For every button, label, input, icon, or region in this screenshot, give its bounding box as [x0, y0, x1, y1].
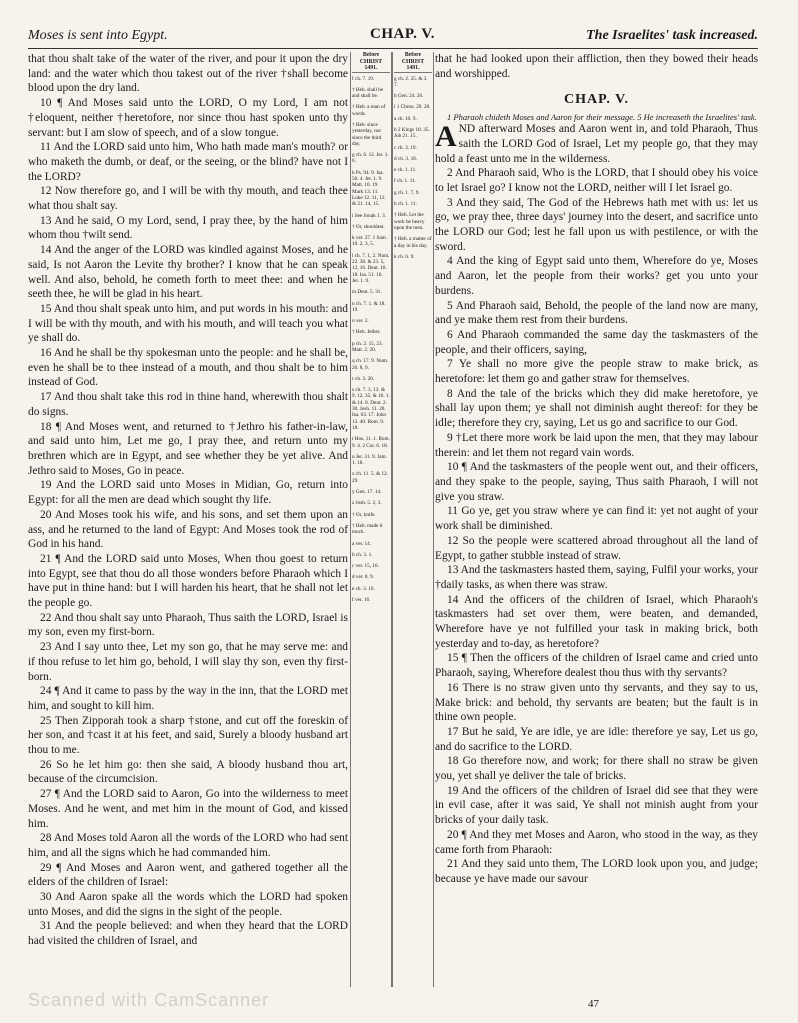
margin-reference: † Heb. a matter of a day in his day. [394, 236, 432, 249]
verse: 10 ¶ And the taskmasters of the people went out, and their officers, and they spake to the people, saying, Thus saith Pharaoh, I will not give you straw. [435, 461, 758, 503]
verse: 3 And they said, The God of the Hebrews hath met with us: let us go, we pray thee, three days' journey into the desert, and sacrifice unto the LORD our God; lest he fall upon us with pestilence, or with the sword. [435, 196, 758, 253]
verse: 4 And the king of Egypt said unto them, Wherefore do ye, Moses and Aaron, let the people from their works? get you unto your burdens. [435, 255, 758, 297]
verse: 10 ¶ And Moses said unto the LORD, O my Lord, I am not †eloquent, neither †heretofore, nor since thou hast spoken unto thy servant: but I am slow of speech, and of a slow tongue. [28, 97, 348, 139]
verse: 21 ¶ And the LORD said unto Moses, When thou goest to return into Egypt, see that thou do all those wonders before Pharaoh which I have put in thine hand: but I will harden his heart, that he shall not let the people go. [28, 552, 348, 610]
margin-reference: f ch. 1. 11. [394, 178, 416, 185]
margin-reference: a ver. 14. [352, 540, 372, 547]
verse: 19 And the officers of the children of Israel did see that they were in evil case, after it was said, Ye shall not minish aught from your bricks of your daily task. [435, 784, 758, 827]
verse: 17 And thou shalt take this rod in thine hand, wherewith thou shalt do signs. [28, 391, 348, 418]
verse: 5 And Pharaoh said, Behold, the people of the land now are many, and ye make them rest from their burdens. [435, 299, 758, 327]
margin-reference: g ch. 1. 7, 9. [394, 189, 420, 196]
verse: 11 Go ye, get you straw where ye can find it: yet not aught of your work shall be diminished. [435, 505, 758, 533]
chapter-title: CHAP. V. [564, 92, 629, 108]
right-column [435, 52, 758, 987]
verse: 18 ¶ And Moses went, and returned to †Jethro his father-in-law, and said unto him, Let me go, I pray thee, and return unto my brethren which are in Egypt, and see whether they be yet alive. And Jethro said to Moses, Go in peace. [28, 420, 348, 477]
margin-reference: p ch. 2. 15, 23. Matt. 2. 20. [352, 340, 383, 353]
chapter-summary: 1 Pharaoh chideth Moses and Aaron for their message. 5 He increaseth the Israelites' task. [447, 112, 757, 123]
verse: 27 ¶ And the LORD said to Aaron, Go into the wilderness to meet Moses. And he went, and met him in the mount of God, and kissed him. [28, 788, 348, 830]
margin-reference: c ver. 15, 16. [352, 563, 379, 570]
verse: 21 And they said unto them, The LORD look upon you, and judge; because ye have made our savour [435, 858, 758, 885]
verse: 17 But he said, Ye are idle, ye are idle: therefore ye say, Let us go, and do sacrifice to the LORD. [435, 725, 758, 753]
drop-cap: A [435, 120, 457, 154]
margin-reference: † Or, shouldest. [352, 223, 385, 230]
margin-reference: † Heb. Jether. [352, 329, 381, 336]
verse: 15 ¶ Then the officers of the children of Israel came and cried unto Pharaoh, saying, Wherefore dealest thou thus with thy servants? [435, 652, 758, 680]
verse: that thou shalt take of the water of the river, and pour it upon the dry land: and the water which thou takest out of the river †shall become blood upon the dry land. [28, 53, 348, 95]
margin-reference: z Josh. 5. 2, 3. [352, 500, 382, 507]
margin-reference: h Ps. 94. 9. Isa. 50. 4. Jer. 1. 9. Matt. 10. 19. Mark 13. 11. Luke 12. 11, 12. & 21. 14, 15. [352, 169, 386, 208]
margin-reference: q ch. 17. 9. Num. 20. 8, 9. [352, 358, 389, 371]
margin-reference: u Jer. 31. 9. Jam. 1. 18. [352, 453, 387, 467]
margin-reference: r ch. 3. 20. [352, 375, 375, 382]
header-left: Moses is sent into Egypt. [28, 28, 168, 43]
verse: 22 And thou shalt say unto Pharaoh, Thus saith the LORD, Israel is my son, even my first-born. [28, 611, 348, 639]
verse: 12 Now therefore go, and I will be with thy mouth, and teach thee what thou shalt say. [28, 185, 348, 213]
margin-reference: † Or, knife. [352, 511, 376, 518]
verse: 13 And the taskmasters hasted them, saying, Fulfil your works, your †daily tasks, as when there was straw. [435, 564, 758, 591]
center-margin-notes-left [350, 52, 392, 987]
margin-reference: b ch. 3. 1. [352, 551, 373, 558]
verse: 15 And thou shalt speak unto him, and put words in his mouth: and I will be with thy mouth, and with his mouth, and will teach you what ye shall do. [28, 302, 348, 345]
margin-reference: n ch. 7. 1. & 18. 19. [352, 300, 386, 313]
verse: 9 †Let there more work be laid upon the men, that they may labour therein: and let them not regard vain words. [435, 431, 758, 459]
verse: 31 And the people believed: and when they heard that the LORD had visited the children of Israel, and [28, 920, 348, 948]
verse: 8 And the tale of the bricks which they did make heretofore, ye shall lay upon them; ye shall not diminish aught thereof: for they be idle; therefore they cry, saying, Let us go and sacrifice to our God. [435, 387, 758, 430]
chapter-continuation: that he had looked upon their affliction, then they bowed their heads and worshipped. [435, 53, 758, 80]
margin-reference: f ch. 7. 19. [352, 75, 375, 82]
margin-reference: k ver. 27. 1 Sam. 10. 2, 3, 5. [352, 235, 388, 248]
verse: 16 And he shall be thy spokesman unto the people: and he shall be, even he shall be to thee instead of a mouth, and thou shalt be to him instead of God. [28, 347, 348, 389]
margin-reference: g ch. 2. 25. & 3. 7. [394, 75, 428, 88]
verse: 7 Ye shall no more give the people straw to make brick, as heretofore: let them go and gather straw for themselves. [435, 358, 758, 386]
margin-reference: i See Jonah 1. 3. [352, 212, 387, 219]
verse: 6 And Pharaoh commanded the same day the taskmasters of the people, and their officers, saying, [435, 328, 758, 356]
verse: 11 And the LORD said unto him, Who hath made man's mouth? or who maketh the dumb, or deaf, or the seeing, or the blind? have not I the LORD? [28, 141, 348, 183]
margin-date-label: Before CHRIST 1491. [352, 52, 390, 73]
margin-reference: x ch. 11. 5. & 12. 29. [352, 471, 388, 484]
verse: 14 And the officers of the children of Israel, which Pharaoh's taskmasters had set over them, were beaten, and demanded, Wherefore have ye not fulfilled your task in making brick, both yesterday and to-day, as heretofore? [435, 593, 758, 650]
margin-reference: y Gen. 17. 14. [352, 489, 382, 496]
verse: ND afterward Moses and Aaron went in, and told Pharaoh, Thus saith the LORD God of Israel, Let my people go, that they may hold a feast unto me in the wilderness. [435, 123, 758, 165]
margin-reference: † Heb. made it touch. [352, 522, 383, 536]
verse: 16 There is no straw given unto thy servants, and they say to us, Make brick: and behold, thy servants are beaten; but the fault is in thine own people. [435, 681, 758, 724]
margin-reference: o ver. 2. [352, 318, 369, 325]
left-column [28, 52, 348, 987]
verse: 20 And Moses took his wife, and his sons, and set them upon an ass, and he returned to the land of Egypt: And Moses took the rod of God in his hand. [28, 508, 348, 551]
header-chapter: CHAP. V. [370, 26, 435, 42]
margin-reference: l ch. 7. 1, 2. Num. 22. 38. & 23. 5, 12, 16. Deut. 18. 18. Isa. 51. 16. Jer. 1. 9. [352, 252, 390, 284]
verse: 20 ¶ And they met Moses and Aaron, who stood in the way, as they came forth from Pharaoh: [435, 828, 758, 856]
margin-reference: † Heb. a man of words. [352, 104, 386, 117]
margin-reference: f ver. 16. [352, 597, 371, 604]
margin-reference: t Hos. 11. 1. Rom. 9. 4. 2 Cor. 6. 18. [352, 436, 390, 449]
margin-reference: k ch. 6. 9. [394, 253, 415, 260]
page-number: 47 [588, 998, 599, 1010]
margin-reference: d ch. 3. 18. [394, 155, 418, 162]
verse: 25 Then Zipporah took a sharp †stone, and cut off the foreskin of her son, and †cast it at his feet, and said, Surely a bloody husband art thou to me. [28, 714, 348, 757]
verse: 29 ¶ And Moses and Aaron went, and gathered together all the elders of the children of Israel: [28, 861, 348, 889]
verse: 12 So the people were scattered abroad throughout all the land of Egypt, to gather stubble instead of straw. [435, 534, 758, 562]
margin-reference: e ch. 1. 11. [394, 167, 417, 174]
margin-reference: h Gen. 24. 26. [394, 93, 424, 100]
margin-reference: b 2 Kings 18. 35. Job 21. 15. [394, 126, 430, 140]
margin-reference: d ver. 8, 9. [352, 574, 374, 581]
margin-reference: a ch. 10. 9. [394, 115, 417, 122]
margin-reference: e ch. 3. 16. [352, 585, 375, 592]
verse: 18 Go therefore now, and work; for there shall no straw be given you, yet shall ye deliver the tale of bricks. [435, 755, 758, 783]
margin-reference: i 1 Chron. 29. 20. [394, 104, 431, 111]
running-header [28, 26, 758, 49]
header-right: The Israelites' task increased. [586, 28, 758, 43]
margin-date-label: Before CHRIST 1491. [394, 52, 432, 73]
verse: 19 And the LORD said unto Moses in Midian, Go, return into Egypt: for all the men are dead which sought thy life. [28, 479, 348, 507]
verse: 24 ¶ And it came to pass by the way in the inn, that the LORD met him, and sought to kill him. [28, 685, 348, 712]
verse: 13 And he said, O my Lord, send, I pray thee, by the hand of him whom thou †wilt send. [28, 214, 348, 242]
margin-reference: † Heb. since yesterday, nor since the third day. [352, 121, 382, 147]
verse: 28 And Moses told Aaron all the words of the LORD who had sent him, and all the signs which he had commanded him. [28, 832, 348, 859]
margin-reference: † Heb. Let the work be heavy upon the men. [394, 212, 425, 231]
margin-reference: c ch. 3. 19. [394, 144, 417, 151]
scanner-watermark: Scanned with CamScanner [28, 990, 270, 1010]
margin-reference: s ch. 7. 3, 13. & 9. 12, 35. & 10. 1. & 14. 8. Deut. 2. 30. Josh. 11. 20. Isa. 63. 17. John 12. 40. Rom. 9. 18. [352, 387, 390, 431]
verse: 23 And I say unto thee, Let my son go, that he may serve me: and if thou refuse to let him go, behold, I will slay thy son, even thy first-born. [28, 641, 348, 683]
margin-reference: g ch. 6. 12. Jer. 1. 6. [352, 152, 389, 165]
verse: 30 And Aaron spake all the words which the LORD had spoken unto Moses, and did the signs in the sight of the people. [28, 891, 348, 918]
margin-reference: m Deut. 5. 31. [352, 289, 382, 296]
margin-reference: † Heb. shall be and shall be. [352, 86, 384, 100]
margin-reference: h ch. 1. 11. [394, 201, 417, 208]
verse: 26 So he let him go: then she said, A bloody husband thou art, because of the circumcision. [28, 758, 348, 786]
verse: 2 And Pharaoh said, Who is the LORD, that I should obey his voice to let Israel go? I know not the LORD, neither will I let Israel go. [435, 167, 758, 194]
center-margin-notes-right [392, 52, 434, 987]
verse: 14 And the anger of the LORD was kindled against Moses, and he said, Is not Aaron the Levite thy brother? I know that he can speak well. And also, behold, he cometh forth to meet thee: and when he seeth thee, he will be glad in his heart. [28, 244, 348, 301]
